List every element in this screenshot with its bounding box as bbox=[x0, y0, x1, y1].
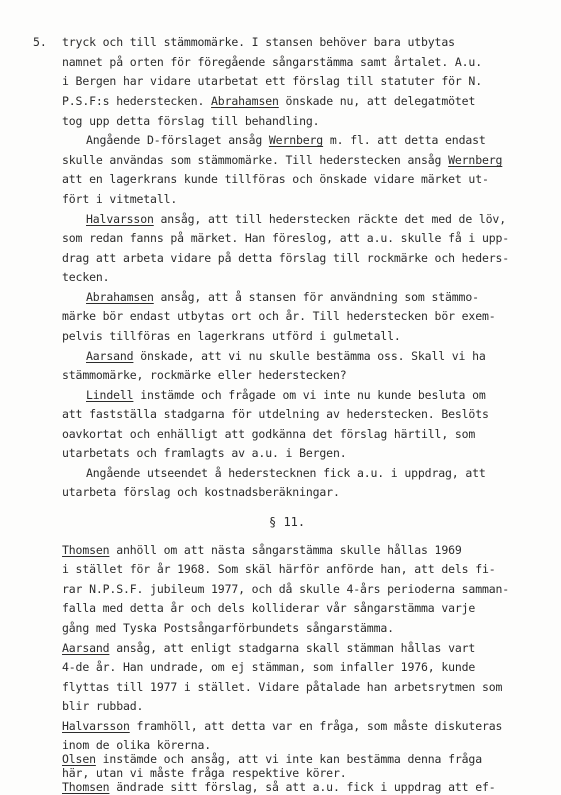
text-line: Angående D-förslaget ansåg Wernberg m. fl. att detta endast bbox=[86, 133, 486, 147]
text-line: pelvis tillföras en lagerkrans utförd i gulmetall. bbox=[62, 329, 401, 343]
text-line: Angående utseendet å hederstecknen fick a.u. i uppdrag, att bbox=[86, 466, 486, 480]
text-line: Aarsand önskade, att vi nu skulle bestämma oss. Skall vi ha bbox=[86, 349, 486, 363]
speaker-name: Lindell bbox=[86, 388, 134, 402]
speaker-name: Halvarsson bbox=[86, 212, 154, 226]
text-line: Halvarsson ansåg, att till hederstecken räckte det med de löv, bbox=[86, 212, 506, 226]
text-line: i stället för år 1968. Som skäl härför anförde han, att dels fi- bbox=[62, 562, 496, 576]
speaker-name: Abrahamsen bbox=[86, 290, 154, 304]
text-line: Halvarsson framhöll, att detta var en fråga, som måste diskuteras bbox=[62, 719, 503, 733]
text-line: blir rubbad. bbox=[62, 699, 144, 713]
text-line: Abrahamsen ansåg, att å stansen för användning som stämmo- bbox=[86, 290, 479, 304]
text-line: stämmomärke, rockmärke eller hederstecken? bbox=[62, 368, 347, 382]
text-line: namnet på orten för föregående sångarstämma samt årtalet. A.u. bbox=[62, 55, 482, 69]
text-line: som redan fanns på märket. Han föreslog, att a.u. skulle få i upp- bbox=[62, 231, 510, 245]
text-line: märke bör endast utbytas ort och år. Till hederstecken bör exem- bbox=[62, 309, 496, 323]
text-line: tecken. bbox=[62, 270, 110, 284]
text-line: utarbetats och framlagts av a.u. i Bergen. bbox=[62, 446, 347, 460]
speaker-name: Wernberg bbox=[448, 153, 503, 167]
text-line: i Bergen har vidare utarbetat ett förslag till statuter för N. bbox=[62, 74, 482, 88]
text-line: Thomsen anhöll om att nästa sångarstämma skulle hållas 1969 bbox=[62, 543, 462, 557]
speaker-name: Abrahamsen bbox=[211, 94, 279, 108]
text-line: oavkortat och enhälligt att godkänna det förslag härtill, som bbox=[62, 427, 476, 441]
text-line: drag att arbeta vidare på detta förslag till rockmärke och heders- bbox=[62, 251, 510, 265]
speaker-name: Halvarsson bbox=[62, 719, 130, 733]
text-line: tog upp detta förslag till behandling. bbox=[62, 114, 320, 128]
text-line: falla med detta år och dels kolliderar vår sångarstämma varje bbox=[62, 601, 476, 615]
text-line: rar N.P.S.F. jubileum 1977, och då skulle 4-års perioderna samman- bbox=[62, 582, 510, 596]
text-line: utarbeta förslag och kostnadsberäkningar. bbox=[62, 485, 340, 499]
text-line: Aarsand ansåg, att enligt stadgarna skall stämman hållas vart bbox=[62, 641, 476, 655]
speaker-name: Aarsand bbox=[62, 641, 110, 655]
speaker-name: Thomsen bbox=[62, 543, 110, 557]
text-line: gång med Tyska Postsångarförbundets sångarstämma. bbox=[62, 621, 394, 635]
text-line: fört i vitmetall. bbox=[62, 192, 178, 206]
text-line: inom de olika körerna. bbox=[62, 738, 212, 752]
page-number: 5. bbox=[33, 35, 47, 49]
speaker-name: Wernberg bbox=[268, 133, 324, 147]
text-line: Thomsen ändrade sitt förslag, så att a.u. fick i uppdrag att ef- bbox=[62, 780, 496, 794]
text-line: 4-de år. Han undrade, om ej stämman, som infaller 1976, kunde bbox=[62, 660, 476, 674]
text-line: att en lagerkrans kunde tillföras och önskade vidare märket ut- bbox=[62, 172, 489, 186]
text-line: att fastställa stadgarna för utdelning av hederstecken. Beslöts bbox=[62, 407, 489, 421]
speaker-name: Thomsen bbox=[62, 780, 110, 794]
text-line: skulle användas som stämmomärke. Till hederstecken ansåg Wernberg bbox=[62, 153, 503, 167]
section-heading: § 11. bbox=[269, 515, 306, 529]
speaker-name: Olsen bbox=[62, 752, 96, 766]
text-line: Olsen instämde och ansåg, att vi inte kan bestämma denna fråga bbox=[62, 752, 482, 766]
speaker-name: Aarsand bbox=[86, 349, 134, 363]
text-line: Lindell instämde och frågade om vi inte nu kunde besluta om bbox=[86, 388, 486, 402]
text-line: tryck och till stämmomärke. I stansen behöver bara utbytas bbox=[62, 35, 455, 49]
text-line: flyttas till 1977 i stället. Vidare påtalade han arbetsrytmen som bbox=[62, 680, 503, 694]
text-line: P.S.F:s hederstecken. Abrahamsen önskade nu, att delegatmötet bbox=[62, 94, 476, 108]
text-line: här, utan vi måste fråga respektive körer. bbox=[62, 766, 347, 780]
